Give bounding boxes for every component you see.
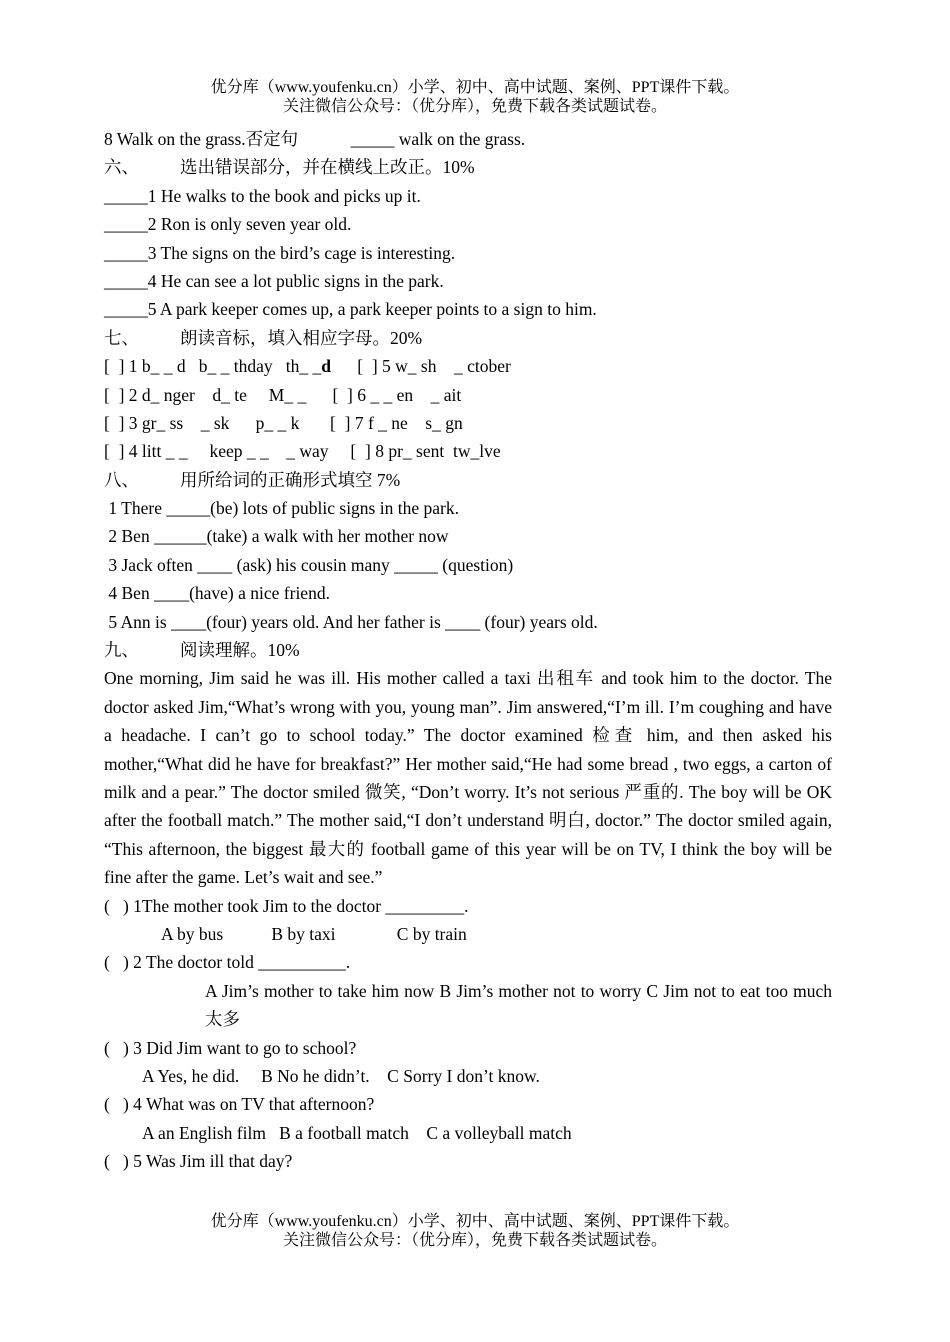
- phonics-text: [ ] 1 b_ _ d b_ _ thday th_ _: [104, 356, 322, 377]
- phonics-bold-letter: d: [321, 356, 332, 377]
- section-7-number: 七、: [104, 327, 139, 348]
- phonics-text: [ ] 5 w_ sh _ ctober: [331, 356, 511, 377]
- answer-options-text: A Jim’s mother to take him now B Jim’s mother not to worry C Jim not to eat too much 太多: [205, 980, 832, 1030]
- section-9-number: 九、: [104, 640, 139, 661]
- document-body: [104, 125, 832, 1176]
- section-6-number: 六、: [104, 157, 139, 178]
- section-6-item: _____1 He walks to the book and picks up it.: [104, 185, 421, 206]
- answer-options: A an English film B a football match C a volleyball match: [142, 1122, 572, 1143]
- section-9-heading: [104, 636, 832, 664]
- section-7-item: [104, 352, 832, 380]
- section-6-item: _____4 He can see a lot public signs in the park.: [104, 270, 444, 291]
- reading-question: ( ) 4 What was on TV that afternoon?: [104, 1094, 375, 1115]
- section-7-item: [ ] 2 d_ nger d_ te M_ _ [ ] 6 _ _ en _ ait: [104, 384, 462, 405]
- header-line-2: 关注微信公众号：（优分库），免费下载各类试题试卷。: [282, 98, 667, 115]
- page-footer: [0, 1212, 950, 1250]
- section-8-item: 4 Ben ____(have) a nice friend.: [104, 583, 330, 604]
- section-7-item: [ ] 4 litt _ _ keep _ _ _ way [ ] 8 pr_ sent tw_lve: [104, 441, 501, 462]
- section-6-item: _____3 The signs on the bird’s cage is interesting.: [104, 242, 456, 263]
- section-9-title: 阅读理解。10%: [180, 640, 300, 661]
- section-8-item: 2 Ben ______(take) a walk with her mother now: [104, 526, 449, 547]
- section-6-title: 选出错误部分，并在横线上改正。10%: [180, 157, 475, 178]
- section-8-title: 用所给词的正确形式填空 7%: [180, 469, 401, 490]
- reading-question: ( ) 2 The doctor told __________.: [104, 952, 351, 973]
- question-8-negative: 8 Walk on the grass.否定句 _____ walk on the grass.: [104, 129, 526, 149]
- section-8-heading: [104, 466, 832, 494]
- section-6-item: _____2 Ron is only seven year old.: [104, 214, 352, 235]
- section-7-title: 朗读音标，填入相应字母。20%: [180, 327, 423, 348]
- reading-question: ( ) 5 Was Jim ill that day?: [104, 1151, 293, 1172]
- answer-options: [104, 977, 832, 1034]
- section-6-heading: [104, 153, 832, 181]
- section-7-heading: [104, 324, 832, 352]
- header-line-1: 优分库（www.youfenku.cn）小学、初中、高中试题、案例、PPT课件下载。: [210, 79, 740, 96]
- footer-line-1: 优分库（www.youfenku.cn）小学、初中、高中试题、案例、PPT课件下载。: [210, 1213, 740, 1230]
- section-8-item: 3 Jack often ____ (ask) his cousin many _____ (question): [104, 554, 514, 575]
- reading-question: ( ) 3 Did Jim want to go to school?: [104, 1037, 357, 1058]
- reading-question: ( ) 1The mother took Jim to the doctor _________.: [104, 895, 469, 916]
- answer-options: A by bus B by taxi C by train: [161, 924, 467, 945]
- section-8-number: 八、: [104, 469, 139, 490]
- section-8-item: 5 Ann is ____(four) years old. And her father is ____ (four) years old.: [104, 611, 598, 632]
- reading-passage: One morning, Jim said he was ill. His mother called a taxi 出租车 and took him to the doctor. The doctor asked Jim,“What’s wrong with you, young man”. Jim answered,“I’m ill. I’m coughing and have a headache. I can’t go to school today.” The doctor examined 检查 him, and then asked his mother,“What did he have for breakfast?” Her mother said,“He had some bread , two eggs, a carton of milk and a pear.” The doctor smiled 微笑, “Don’t worry. It’s not serious 严重的. The boy will be OK after the football match.” The mother said,“I don’t understand 明白, doctor.” The doctor smiled again, “This afternoon, the biggest 最大的 football game of this year will be on TV, I think the boy will be fine after the game. Let’s wait and see.”: [104, 668, 832, 888]
- section-7-item: [ ] 3 gr_ ss _ sk p_ _ k [ ] 7 f _ ne s_ gn: [104, 412, 463, 433]
- section-8-item: 1 There _____(be) lots of public signs in the park.: [104, 498, 459, 519]
- page-header: [0, 78, 950, 116]
- footer-line-2: 关注微信公众号：（优分库），免费下载各类试题试卷。: [282, 1232, 667, 1249]
- answer-options: A Yes, he did. B No he didn’t. C Sorry I don’t know.: [142, 1066, 540, 1087]
- section-6-item: _____5 A park keeper comes up, a park keeper points to a sign to him.: [104, 299, 597, 320]
